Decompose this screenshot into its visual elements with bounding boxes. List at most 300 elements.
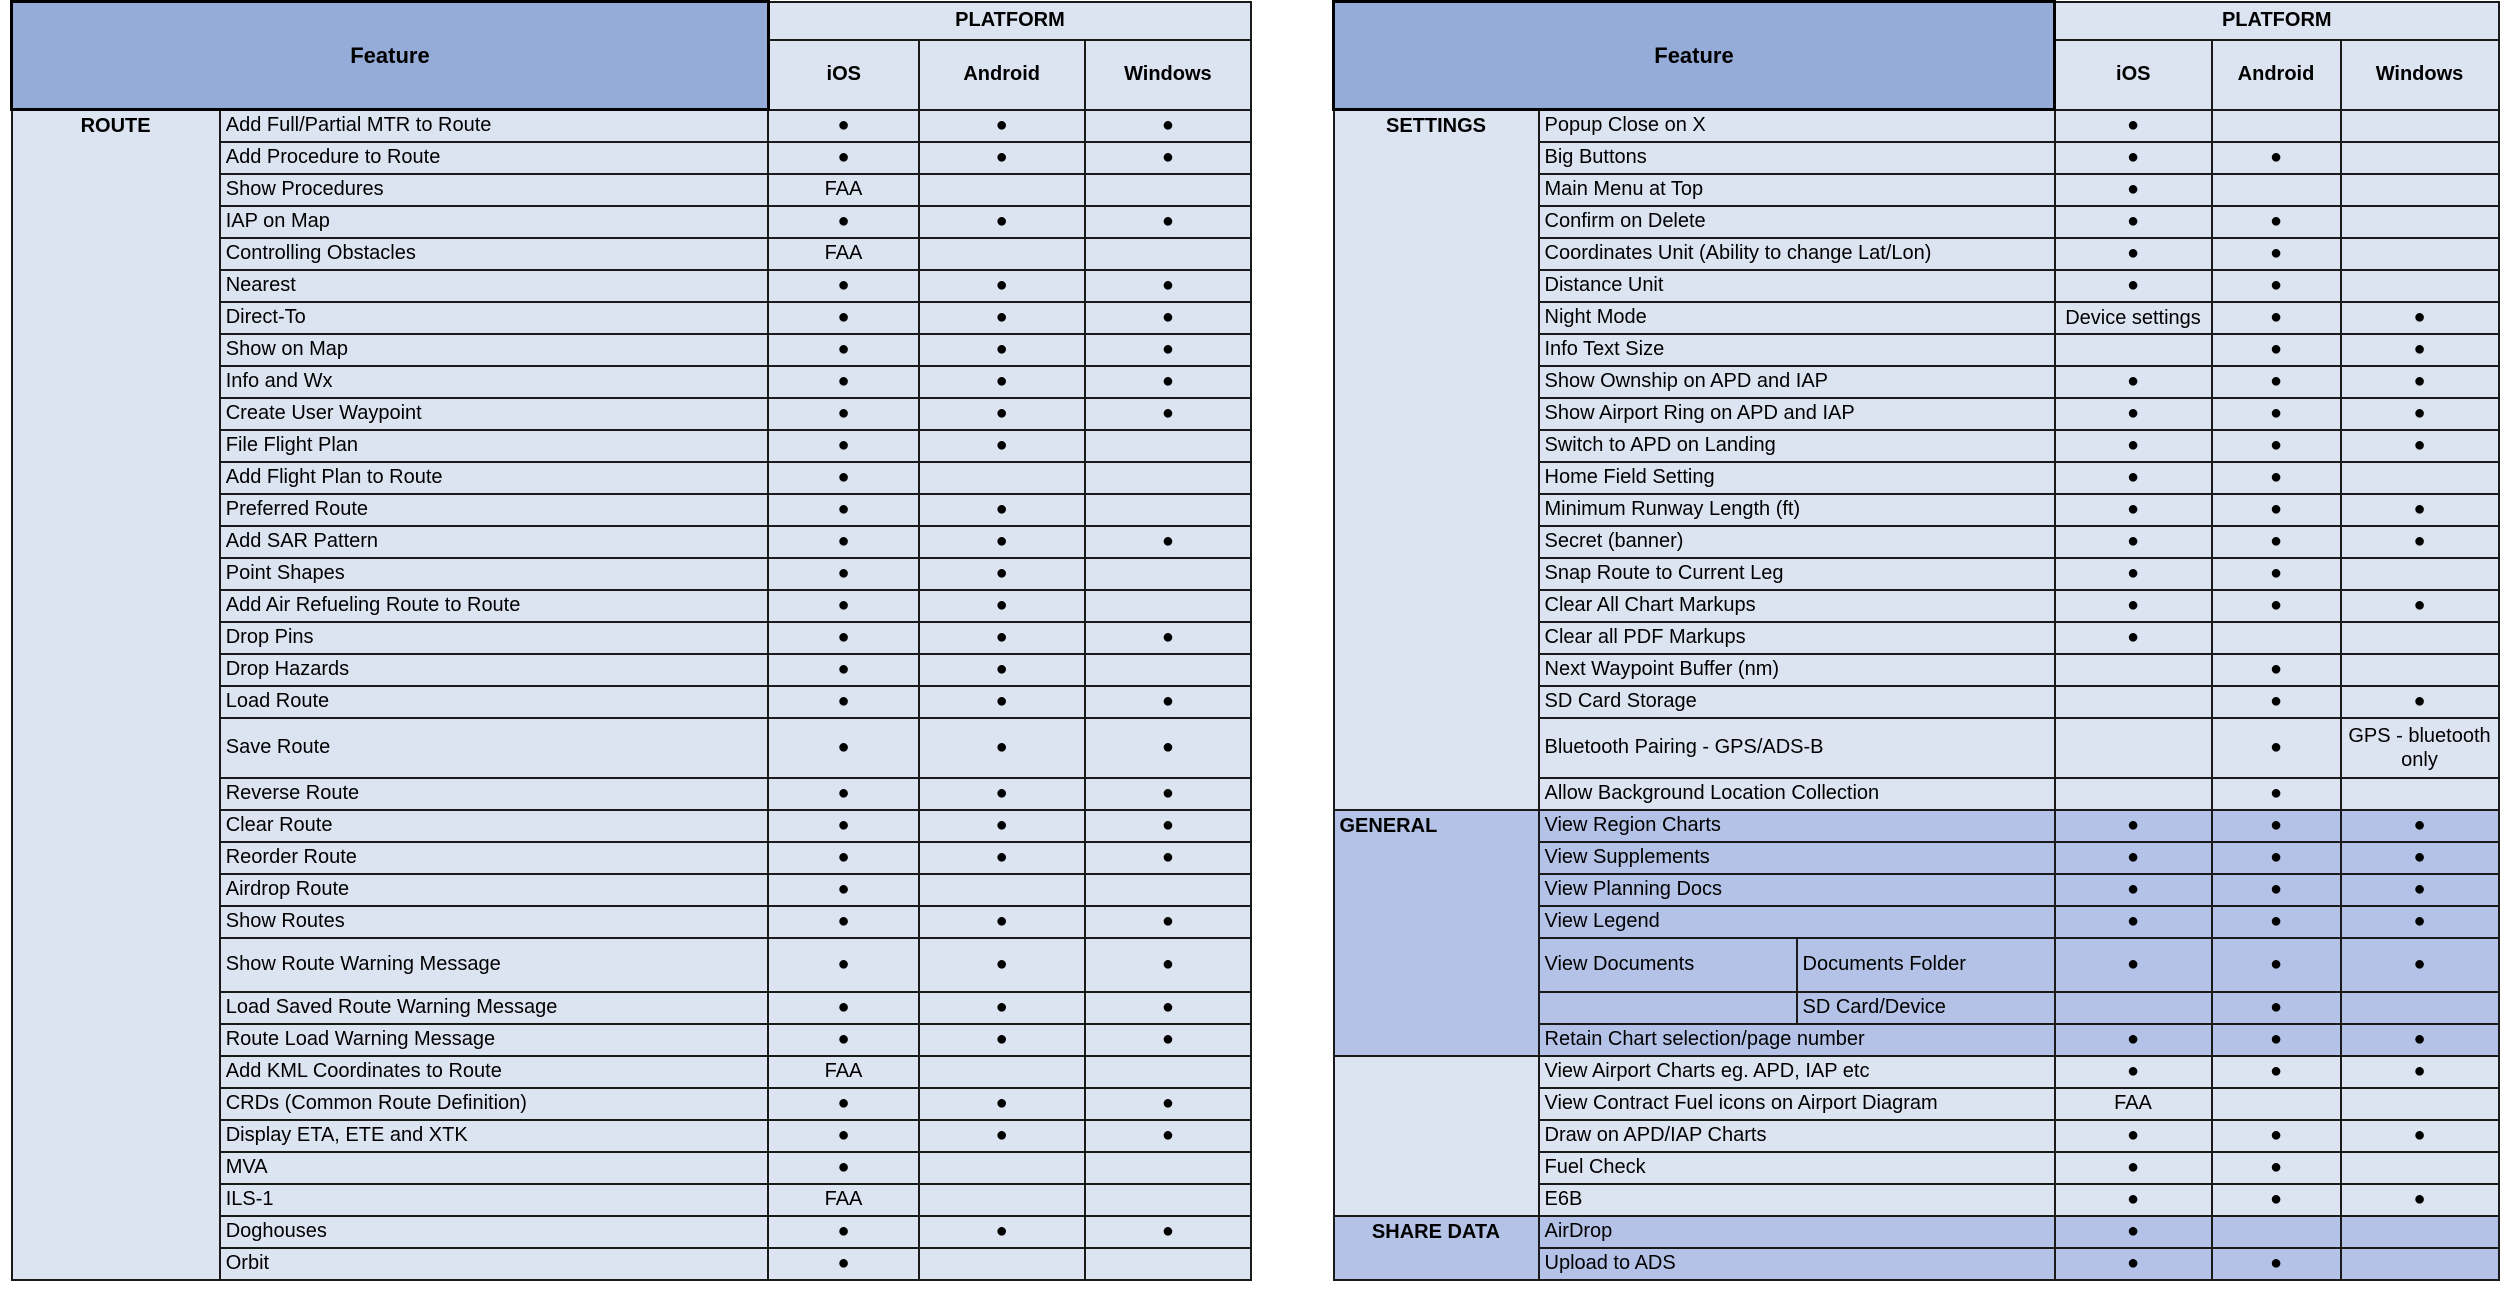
ios-cell: ● [768,1120,918,1152]
android-cell: ● [2212,874,2341,906]
feature-cell: Retain Chart selection/page number [1539,1024,2055,1056]
feature-cell: Nearest [220,270,769,302]
android-cell: ● [919,622,1085,654]
feature-cell: Next Waypoint Buffer (nm) [1539,654,2055,686]
feature-cell: AirDrop [1539,1216,2055,1248]
android-cell: ● [2212,938,2341,992]
settings-feature-table [1332,0,2500,1281]
android-cell: ● [919,654,1085,686]
ios-cell: ● [2055,590,2212,622]
windows-cell: ● [1085,398,1251,430]
feature-cell: View Planning Docs [1539,874,2055,906]
windows-cell: ● [1085,842,1251,874]
ios-cell: ● [2055,810,2212,842]
android-cell: ● [919,810,1085,842]
feature-cell: Bluetooth Pairing - GPS/ADS-B [1539,718,2055,778]
feature-cell: Display ETA, ETE and XTK [220,1120,769,1152]
ios-cell: ● [2055,526,2212,558]
windows-cell [2341,1248,2499,1280]
feature-cell: Add Procedure to Route [220,142,769,174]
ios-cell: ● [2055,430,2212,462]
ios-cell: ● [768,1216,918,1248]
feature-cell: Show Airport Ring on APD and IAP [1539,398,2055,430]
android-cell: ● [2212,302,2341,334]
windows-cell: ● [2341,842,2499,874]
ios-cell: ● [2055,1120,2212,1152]
android-cell: ● [2212,334,2341,366]
android-cell: ● [2212,1248,2341,1280]
feature-cell: Upload to ADS [1539,1248,2055,1280]
feature-cell: Fuel Check [1539,1152,2055,1184]
ios-cell: ● [768,992,918,1024]
android-cell [2212,1216,2341,1248]
feature-cell: SD Card Storage [1539,686,2055,718]
ios-cell: ● [2055,558,2212,590]
feature-cell: View Supplements [1539,842,2055,874]
category-blank [1334,1056,1539,1216]
feature-cell: Snap Route to Current Leg [1539,558,2055,590]
android-cell [2212,174,2341,206]
android-cell: ● [2212,1024,2341,1056]
windows-cell: ● [1085,810,1251,842]
android-cell: ● [2212,206,2341,238]
windows-cell [1085,590,1251,622]
feature-cell: Info and Wx [220,366,769,398]
windows-cell: ● [1085,366,1251,398]
android-cell: ● [919,778,1085,810]
ios-cell [2055,686,2212,718]
windows-cell: ● [1085,206,1251,238]
feature-cell: Orbit [220,1248,769,1280]
feature-cell: Main Menu at Top [1539,174,2055,206]
windows-cell [2341,462,2499,494]
feature-cell: Clear all PDF Markups [1539,622,2055,654]
ios-cell: ● [768,1248,918,1280]
ios-cell [2055,718,2212,778]
feature-cell: Night Mode [1539,302,2055,334]
settings-rows [1334,110,2499,1280]
windows-cell: ● [2341,302,2499,334]
feature-cell: Load Saved Route Warning Message [220,992,769,1024]
feature-cell: Add SAR Pattern [220,526,769,558]
android-cell: ● [2212,1120,2341,1152]
ios-cell: ● [768,654,918,686]
windows-cell: ● [2341,1184,2499,1216]
ios-cell [2055,992,2212,1024]
windows-cell: ● [1085,302,1251,334]
windows-cell: ● [1085,906,1251,938]
ios-cell: ● [768,206,918,238]
feature-cell: Home Field Setting [1539,462,2055,494]
windows-cell: ● [1085,938,1251,992]
android-cell: ● [2212,992,2341,1024]
feature-cell: Show Route Warning Message [220,938,769,992]
windows-cell [2341,174,2499,206]
view-documents-cell: View Documents [1539,938,1797,992]
table-row [1334,810,2499,842]
feature-cell: Switch to APD on Landing [1539,430,2055,462]
ios-cell: ● [768,1088,918,1120]
android-cell: ● [919,206,1085,238]
feature-cell: Minimum Runway Length (ft) [1539,494,2055,526]
android-cell: ● [919,494,1085,526]
ios-cell: Device settings [2055,302,2212,334]
windows-cell: ● [1085,1024,1251,1056]
android-cell: ● [2212,558,2341,590]
ios-cell: ● [2055,398,2212,430]
android-cell [919,1152,1085,1184]
feature-cell: Secret (banner) [1539,526,2055,558]
android-cell: ● [919,526,1085,558]
ios-cell: ● [2055,1216,2212,1248]
android-cell: ● [919,1088,1085,1120]
blank-cell [1539,992,1797,1024]
ios-cell: ● [2055,366,2212,398]
feature-cell: Drop Hazards [220,654,769,686]
feature-cell: Popup Close on X [1539,110,2055,142]
windows-cell [2341,238,2499,270]
table-row [1334,110,2499,142]
windows-cell: ● [1085,1216,1251,1248]
ios-cell: ● [2055,1056,2212,1088]
ios-cell: FAA [768,238,918,270]
feature-cell: Info Text Size [1539,334,2055,366]
ios-cell: ● [2055,1024,2212,1056]
android-cell: ● [2212,810,2341,842]
windows-cell [2341,1088,2499,1120]
feature-cell: Show on Map [220,334,769,366]
ios-cell: ● [768,874,918,906]
feature-cell: Draw on APD/IAP Charts [1539,1120,2055,1152]
ios-cell: FAA [768,1056,918,1088]
android-cell: ● [919,430,1085,462]
windows-cell: ● [2341,810,2499,842]
ios-cell: FAA [768,1184,918,1216]
feature-cell: Preferred Route [220,494,769,526]
ios-cell [2055,654,2212,686]
windows-cell: GPS - bluetooth only [2341,718,2499,778]
ios-cell: ● [2055,906,2212,938]
ios-cell: ● [768,398,918,430]
android-cell: ● [919,842,1085,874]
feature-cell: Add Air Refueling Route to Route [220,590,769,622]
android-cell: ● [2212,1056,2341,1088]
windows-cell: ● [2341,334,2499,366]
windows-cell: ● [1085,1088,1251,1120]
ios-cell: ● [768,1152,918,1184]
windows-cell: ● [1085,992,1251,1024]
android-header: Android [2212,40,2341,110]
android-cell: ● [2212,686,2341,718]
feature-cell: View Airport Charts eg. APD, IAP etc [1539,1056,2055,1088]
windows-cell: ● [1085,718,1251,778]
android-cell: ● [2212,1184,2341,1216]
feature-cell: Confirm on Delete [1539,206,2055,238]
android-cell: ● [919,938,1085,992]
ios-cell: ● [2055,142,2212,174]
ios-cell [2055,778,2212,810]
ios-cell: ● [2055,462,2212,494]
android-cell: ● [2212,654,2341,686]
windows-cell: ● [2341,366,2499,398]
android-cell: ● [919,686,1085,718]
ios-cell: ● [768,302,918,334]
ios-cell: ● [2055,110,2212,142]
ios-cell: ● [2055,270,2212,302]
feature-cell: Point Shapes [220,558,769,590]
android-cell: ● [2212,398,2341,430]
category-share-data: SHARE DATA [1334,1216,1539,1280]
android-cell: ● [919,110,1085,142]
feature-cell: Drop Pins [220,622,769,654]
android-cell [919,874,1085,906]
documents-folder-cell: Documents Folder [1797,938,2055,992]
windows-cell: ● [2341,526,2499,558]
windows-cell: ● [1085,778,1251,810]
android-cell: ● [2212,366,2341,398]
windows-cell [2341,1216,2499,1248]
windows-cell [1085,654,1251,686]
ios-cell: ● [2055,874,2212,906]
android-cell: ● [919,590,1085,622]
windows-cell [2341,558,2499,590]
android-cell: ● [919,992,1085,1024]
feature-cell: Add KML Coordinates to Route [220,1056,769,1088]
windows-cell [1085,238,1251,270]
windows-cell [1085,1056,1251,1088]
route-feature-table [10,0,1252,1281]
feature-cell: Doghouses [220,1216,769,1248]
feature-cell: Show Procedures [220,174,769,206]
feature-cell: CRDs (Common Route Definition) [220,1088,769,1120]
android-cell: ● [919,142,1085,174]
feature-cell: E6B [1539,1184,2055,1216]
ios-cell: ● [768,1024,918,1056]
android-cell: ● [2212,590,2341,622]
ios-cell: ● [768,110,918,142]
android-cell: ● [919,270,1085,302]
android-cell: ● [2212,1152,2341,1184]
ios-cell: ● [2055,842,2212,874]
android-cell [919,1248,1085,1280]
feature-cell: View Region Charts [1539,810,2055,842]
android-cell: ● [919,1024,1085,1056]
feature-cell: Clear All Chart Markups [1539,590,2055,622]
ios-header: iOS [2055,40,2212,110]
feature-cell: View Legend [1539,906,2055,938]
ios-cell: ● [768,686,918,718]
windows-cell: ● [2341,590,2499,622]
table-row [1334,1056,2499,1088]
feature-cell: Airdrop Route [220,874,769,906]
android-cell: ● [919,398,1085,430]
ios-cell: ● [768,430,918,462]
windows-cell: ● [1085,622,1251,654]
feature-cell: File Flight Plan [220,430,769,462]
android-cell [919,174,1085,206]
windows-cell [1085,1184,1251,1216]
feature-cell: Allow Background Location Collection [1539,778,2055,810]
windows-cell: ● [1085,142,1251,174]
windows-cell: ● [2341,938,2499,992]
windows-cell: ● [2341,686,2499,718]
feature-cell: Distance Unit [1539,270,2055,302]
ios-cell: ● [768,334,918,366]
sd-card-cell: SD Card/Device [1797,992,2055,1024]
route-rows [12,110,1252,1280]
android-cell: ● [919,366,1085,398]
windows-cell: ● [1085,270,1251,302]
android-cell: ● [2212,270,2341,302]
feature-cell: ILS-1 [220,1184,769,1216]
android-cell: ● [2212,430,2341,462]
android-cell: ● [919,302,1085,334]
ios-cell: ● [2055,938,2212,992]
windows-cell: ● [1085,686,1251,718]
windows-cell [1085,462,1251,494]
windows-cell: ● [1085,1120,1251,1152]
android-cell: ● [919,718,1085,778]
feature-cell: Direct-To [220,302,769,334]
ios-cell: ● [2055,206,2212,238]
windows-cell [2341,110,2499,142]
windows-cell [2341,778,2499,810]
windows-cell [1085,430,1251,462]
feature-cell: Clear Route [220,810,769,842]
windows-cell [2341,270,2499,302]
ios-cell: ● [2055,174,2212,206]
feature-cell: Show Routes [220,906,769,938]
windows-cell: ● [2341,398,2499,430]
ios-cell: ● [768,938,918,992]
ios-cell: ● [768,842,918,874]
windows-cell [2341,992,2499,1024]
ios-cell: ● [2055,1248,2212,1280]
android-cell [2212,110,2341,142]
windows-cell [2341,622,2499,654]
ios-cell: ● [2055,494,2212,526]
windows-cell: ● [1085,526,1251,558]
android-cell [919,462,1085,494]
windows-cell [1085,558,1251,590]
feature-cell: Coordinates Unit (Ability to change Lat/Lon) [1539,238,2055,270]
ios-cell: ● [768,622,918,654]
ios-cell: ● [768,718,918,778]
feature-cell: Big Buttons [1539,142,2055,174]
feature-cell: Reorder Route [220,842,769,874]
feature-cell: Reverse Route [220,778,769,810]
windows-cell [1085,1152,1251,1184]
windows-cell [1085,174,1251,206]
windows-cell: ● [2341,1024,2499,1056]
feature-cell: Save Route [220,718,769,778]
table-row [12,110,1252,142]
android-cell [2212,1088,2341,1120]
ios-cell: ● [2055,1184,2212,1216]
android-cell: ● [2212,494,2341,526]
feature-cell: Add Full/Partial MTR to Route [220,110,769,142]
android-cell [2212,622,2341,654]
android-cell: ● [2212,238,2341,270]
windows-cell: ● [2341,1120,2499,1152]
android-cell: ● [2212,718,2341,778]
android-cell: ● [919,906,1085,938]
windows-cell: ● [2341,430,2499,462]
android-cell: ● [2212,842,2341,874]
windows-cell: ● [2341,874,2499,906]
feature-cell: MVA [220,1152,769,1184]
category-route: ROUTE [12,110,220,1280]
ios-cell: ● [768,526,918,558]
ios-cell: ● [768,906,918,938]
windows-cell [2341,1152,2499,1184]
feature-cell: Controlling Obstacles [220,238,769,270]
feature-cell: Route Load Warning Message [220,1024,769,1056]
windows-header: Windows [2341,40,2499,110]
ios-cell: ● [2055,1152,2212,1184]
ios-cell: FAA [768,174,918,206]
feature-cell: Add Flight Plan to Route [220,462,769,494]
windows-cell [1085,1248,1251,1280]
ios-cell: ● [768,558,918,590]
feature-cell: Create User Waypoint [220,398,769,430]
android-cell [919,1184,1085,1216]
category-settings: SETTINGS [1334,110,1539,810]
feature-cell: IAP on Map [220,206,769,238]
ios-header: iOS [768,40,918,110]
windows-cell: ● [1085,110,1251,142]
windows-cell [2341,206,2499,238]
android-cell: ● [2212,142,2341,174]
feature-header: Feature [1334,2,2055,110]
ios-cell: FAA [2055,1088,2212,1120]
windows-cell [2341,654,2499,686]
ios-cell: ● [2055,238,2212,270]
windows-cell: ● [2341,494,2499,526]
android-cell: ● [2212,526,2341,558]
android-cell: ● [919,1216,1085,1248]
android-cell: ● [919,1120,1085,1152]
windows-cell [2341,142,2499,174]
feature-cell: Load Route [220,686,769,718]
category-general: GENERAL [1334,810,1539,1056]
android-cell: ● [2212,906,2341,938]
android-cell [919,238,1085,270]
platform-header: PLATFORM [2055,2,2499,40]
feature-cell: Show Ownship on APD and IAP [1539,366,2055,398]
ios-cell: ● [2055,622,2212,654]
ios-cell: ● [768,590,918,622]
windows-cell [1085,874,1251,906]
android-cell [919,1056,1085,1088]
android-cell: ● [2212,778,2341,810]
ios-cell: ● [768,810,918,842]
windows-cell: ● [2341,1056,2499,1088]
windows-cell: ● [2341,906,2499,938]
ios-cell: ● [768,494,918,526]
ios-cell: ● [768,142,918,174]
ios-cell [2055,334,2212,366]
android-header: Android [919,40,1085,110]
windows-cell [1085,494,1251,526]
android-cell: ● [919,334,1085,366]
ios-cell: ● [768,270,918,302]
table-row [1334,1216,2499,1248]
ios-cell: ● [768,462,918,494]
feature-cell: View Contract Fuel icons on Airport Diagram [1539,1088,2055,1120]
android-cell: ● [2212,462,2341,494]
feature-header: Feature [12,2,769,110]
